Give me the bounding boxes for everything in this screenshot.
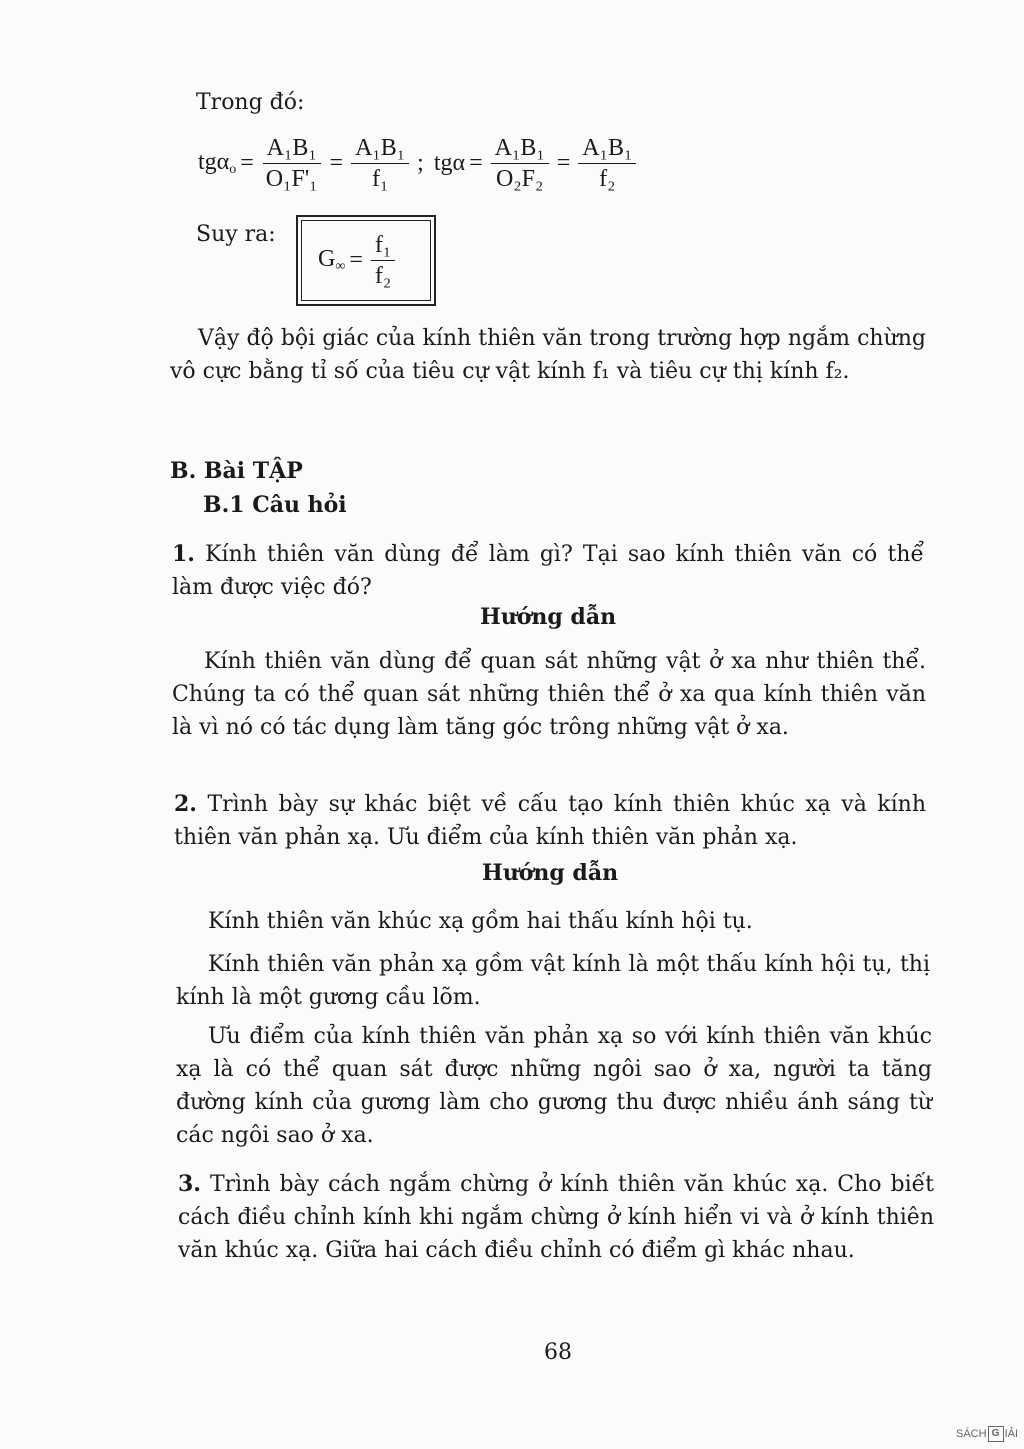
fraction-4: $\frac{\text{A₁B₁}}{\text{f₂}}$: [578, 134, 636, 193]
result-label: Suy ra:: [196, 222, 276, 247]
tg-alpha-o: tgα$_o$: [198, 148, 237, 177]
question-3: 3. Trình bày cách ngắm chừng ở kính thiên văn khúc xạ. Cho biết cách điều chỉnh kính khi ngắm chừng ở kính hiển vi và ở kính thiên văn khúc xạ. Giữa hai cách điều chỉnh có điểm gì khác nhau.: [178, 1171, 934, 1263]
watermark-logo: SÁCH G IẢI: [956, 1428, 1019, 1440]
answer-2a: Kính thiên văn khúc xạ gồm hai thấu kính hội tụ.: [208, 909, 753, 934]
guide-title-1: Hướng dẫn: [479, 604, 617, 630]
intro-label: Trong đó:: [196, 90, 305, 115]
answer-2b: Kính thiên văn phản xạ gồm vật kính là một thấu kính hội tụ, thị kính là một gương cầu lõm.: [176, 952, 930, 1010]
guide-title-2: Hướng dẫn: [481, 860, 619, 886]
result-box: [296, 215, 436, 306]
tg-alpha: tgα: [433, 149, 466, 176]
section-title: B. Bài TẬP: [170, 458, 303, 484]
fraction-3: $\frac{\text{A₁B₁}}{\text{O₂F₂}}$: [491, 134, 549, 193]
result-formula: $G_\infty$ = $\frac{\text{f₁}}{\text{f₂}}$: [301, 220, 431, 301]
question-2: 2. Trình bày sự khác biệt về cấu tạo kính thiên khúc xạ và kính thiên văn phản xạ. Ưu điểm của kính thiên văn phản xạ.: [174, 791, 926, 850]
answer-1: Kính thiên văn dùng để quan sát những vật ở xa như thiên thể. Chúng ta có thể quan sát những thiên thể ở xa qua kính thiên văn là vì nó có tác dụng làm tăng góc trông những vật ở xa.: [172, 649, 926, 740]
answer-2c: Ưu điểm của kính thiên văn phản xạ so với kính thiên văn khúc xạ là có thể quan sát được những ngôi sao ở xa, người ta tăng đường kính của gương làm cho gương thu được nhiều ánh sáng từ các ngôi sao ở xa.: [176, 1024, 932, 1148]
formula-tangent: tgα$_o$ = $\frac{\text{A₁B₁}}{\text{O₁F'₁}}$ = $\frac{\text{A₁B₁}}{\text{f₁}}$ ; tgα = $\frac{\text{A₁B₁}}{\text{O₂F₂}}$ = $\frac{\text{A₁B₁}}{\text{f₂}}$: [198, 128, 640, 198]
page-number: 68: [544, 1340, 572, 1365]
conclusion-paragraph: Vậy độ bội giác của kính thiên văn trong trường hợp ngắm chừng vô cực bằng tỉ số của tiêu cự vật kính f₁ và tiêu cự thị kính f₂.: [170, 326, 926, 384]
fraction-1: $\frac{\text{A₁B₁}}{\text{O₁F'₁}}$: [262, 134, 322, 193]
section-subtitle: B.1 Câu hỏi: [203, 492, 347, 518]
fraction-2: $\frac{\text{A₁B₁}}{\text{f₁}}$: [351, 134, 409, 193]
question-1: 1. Kính thiên văn dùng để làm gì? Tại sao kính thiên văn có thể làm được việc đó?: [172, 541, 924, 600]
